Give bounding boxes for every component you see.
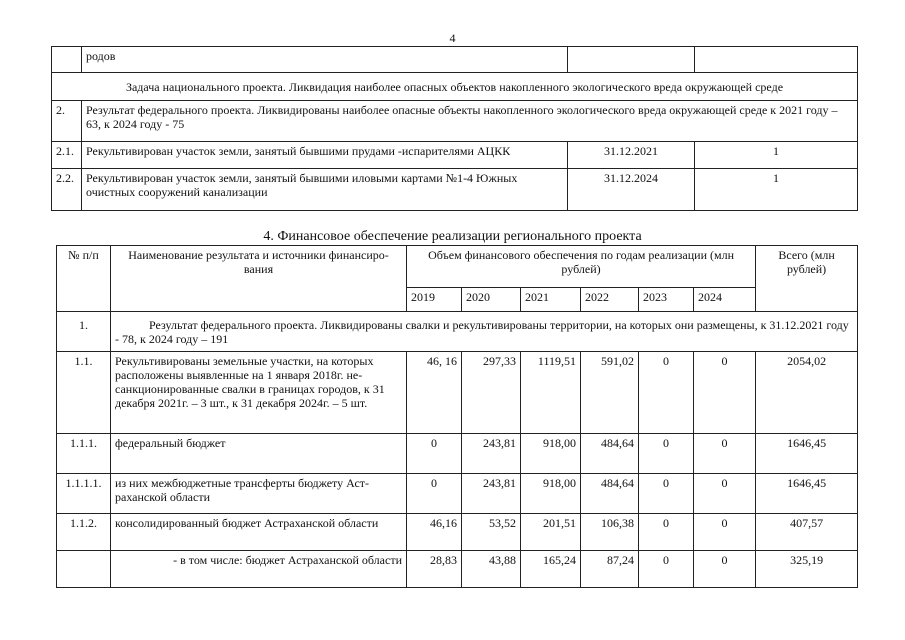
- header-total: Всего (млн рублей): [756, 246, 858, 312]
- header-volume: Объем финансового обеспечения по годам реализации (млн рублей): [407, 246, 756, 288]
- value-cell: 0: [639, 474, 694, 514]
- row-number: 1.: [57, 312, 111, 352]
- value-cell: 918,00: [521, 474, 581, 514]
- table-row: [57, 474, 858, 514]
- table-row: [57, 352, 858, 434]
- table-header-row: [57, 246, 858, 288]
- value-cell: 484,64: [581, 474, 639, 514]
- value-cell: 106,38: [581, 514, 639, 551]
- header-year: 2022: [581, 288, 639, 312]
- header-year: 2020: [462, 288, 521, 312]
- value-cell: 484,64: [581, 434, 639, 474]
- header-year: 2021: [521, 288, 581, 312]
- table-row: [57, 551, 858, 588]
- table-row: [52, 47, 858, 73]
- value-cell: 46, 16: [407, 352, 462, 434]
- row-name: федеральный бюджет: [111, 434, 407, 474]
- row-number: 1.1.2.: [57, 514, 111, 551]
- header-year: 2023: [639, 288, 694, 312]
- value-cell: 0: [694, 352, 756, 434]
- total-cell: 325,19: [756, 551, 858, 588]
- header-num: № п/п: [57, 246, 111, 312]
- results-table: [51, 46, 858, 211]
- header-name: Наименование результата и источники финансиро-вания: [111, 246, 407, 312]
- row-text: Рекультивирован участок земли, занятый бывшими иловыми картами №1-4 Южных очистных сооружений канализации: [82, 169, 568, 211]
- value-cell: 0: [407, 474, 462, 514]
- row-number: 2.: [52, 101, 82, 142]
- value-cell: 0: [694, 514, 756, 551]
- value-cell: 0: [407, 434, 462, 474]
- table-row: [52, 101, 858, 142]
- section-title: 4. Финансовое обеспечение реализации регионального проекта: [263, 229, 642, 244]
- result-row: [57, 312, 858, 352]
- value-cell: 165,24: [521, 551, 581, 588]
- table-row: [57, 434, 858, 474]
- financing-table: [56, 245, 858, 588]
- value-cell: 53,52: [462, 514, 521, 551]
- value-cell: 297,33: [462, 352, 521, 434]
- value-cell: 46,16: [407, 514, 462, 551]
- value-cell: 0: [639, 551, 694, 588]
- page-number: 4: [449, 31, 456, 45]
- value-cell: 243,81: [462, 434, 521, 474]
- result-text: Результат федерального проекта. Ликвидированы свалки и рекультивированы территории, на которых они размещены, к 31.12.2021 году - 78, к 2024 году – 191: [111, 312, 858, 352]
- row-number: 2.1.: [52, 142, 82, 169]
- header-year: 2024: [694, 288, 756, 312]
- value-cell: 87,24: [581, 551, 639, 588]
- row-number: 1.1.1.1.: [57, 474, 111, 514]
- row-text: Результат федерального проекта. Ликвидированы наиболее опасные объекты накопленного экологического вреда окружающей среде к 2021 году – 63, к 2024 году - 75: [82, 101, 858, 142]
- table-row: [52, 142, 858, 169]
- row-text: Рекультивирован участок земли, занятый бывшими прудами -испарителями АЦКК: [82, 142, 568, 169]
- value-cell: 43,88: [462, 551, 521, 588]
- table-row: [57, 514, 858, 551]
- row-value: 1: [695, 169, 858, 211]
- total-cell: 407,57: [756, 514, 858, 551]
- value-cell: 0: [639, 352, 694, 434]
- row-number: 2.2.: [52, 169, 82, 211]
- total-cell: 1646,45: [756, 434, 858, 474]
- value-cell: 591,02: [581, 352, 639, 434]
- value-cell: 0: [639, 514, 694, 551]
- table-row: [52, 169, 858, 211]
- value-cell: 201,51: [521, 514, 581, 551]
- row-value: 1: [695, 142, 858, 169]
- row-number: 1.1.1.: [57, 434, 111, 474]
- value-cell: 243,81: [462, 474, 521, 514]
- row-name: из них межбюджетные трансферты бюджету Аст-раханской области: [111, 474, 407, 514]
- total-cell: 2054,02: [756, 352, 858, 434]
- value-cell: 0: [694, 434, 756, 474]
- value-cell: 1119,51: [521, 352, 581, 434]
- row-date: 31.12.2024: [568, 169, 695, 211]
- value-cell: 0: [694, 474, 756, 514]
- row-name: Рекультивированы земельные участки, на которых расположены выявленные на 1 января 2018г. не-санкционированные свалки в границах городов, к 31 декабря 2021г. – 3 шт., к 31 декабря 2024г. – 5 шт.: [111, 352, 407, 434]
- value-cell: 0: [639, 434, 694, 474]
- value-cell: 0: [694, 551, 756, 588]
- row-number: [57, 551, 111, 588]
- row-date: 31.12.2021: [568, 142, 695, 169]
- row-name: консолидированный бюджет Астраханской области: [111, 514, 407, 551]
- value-cell: 28,83: [407, 551, 462, 588]
- row-text: родов: [82, 47, 568, 73]
- task-row: [52, 73, 858, 101]
- value-cell: 918,00: [521, 434, 581, 474]
- total-cell: 1646,45: [756, 474, 858, 514]
- row-name: - в том числе: бюджет Астраханской области: [111, 551, 407, 588]
- header-year: 2019: [407, 288, 462, 312]
- task-text: Задача национального проекта. Ликвидация наиболее опасных объектов накопленного экологического вреда окружающей среде: [52, 73, 858, 101]
- row-number: 1.1.: [57, 352, 111, 434]
